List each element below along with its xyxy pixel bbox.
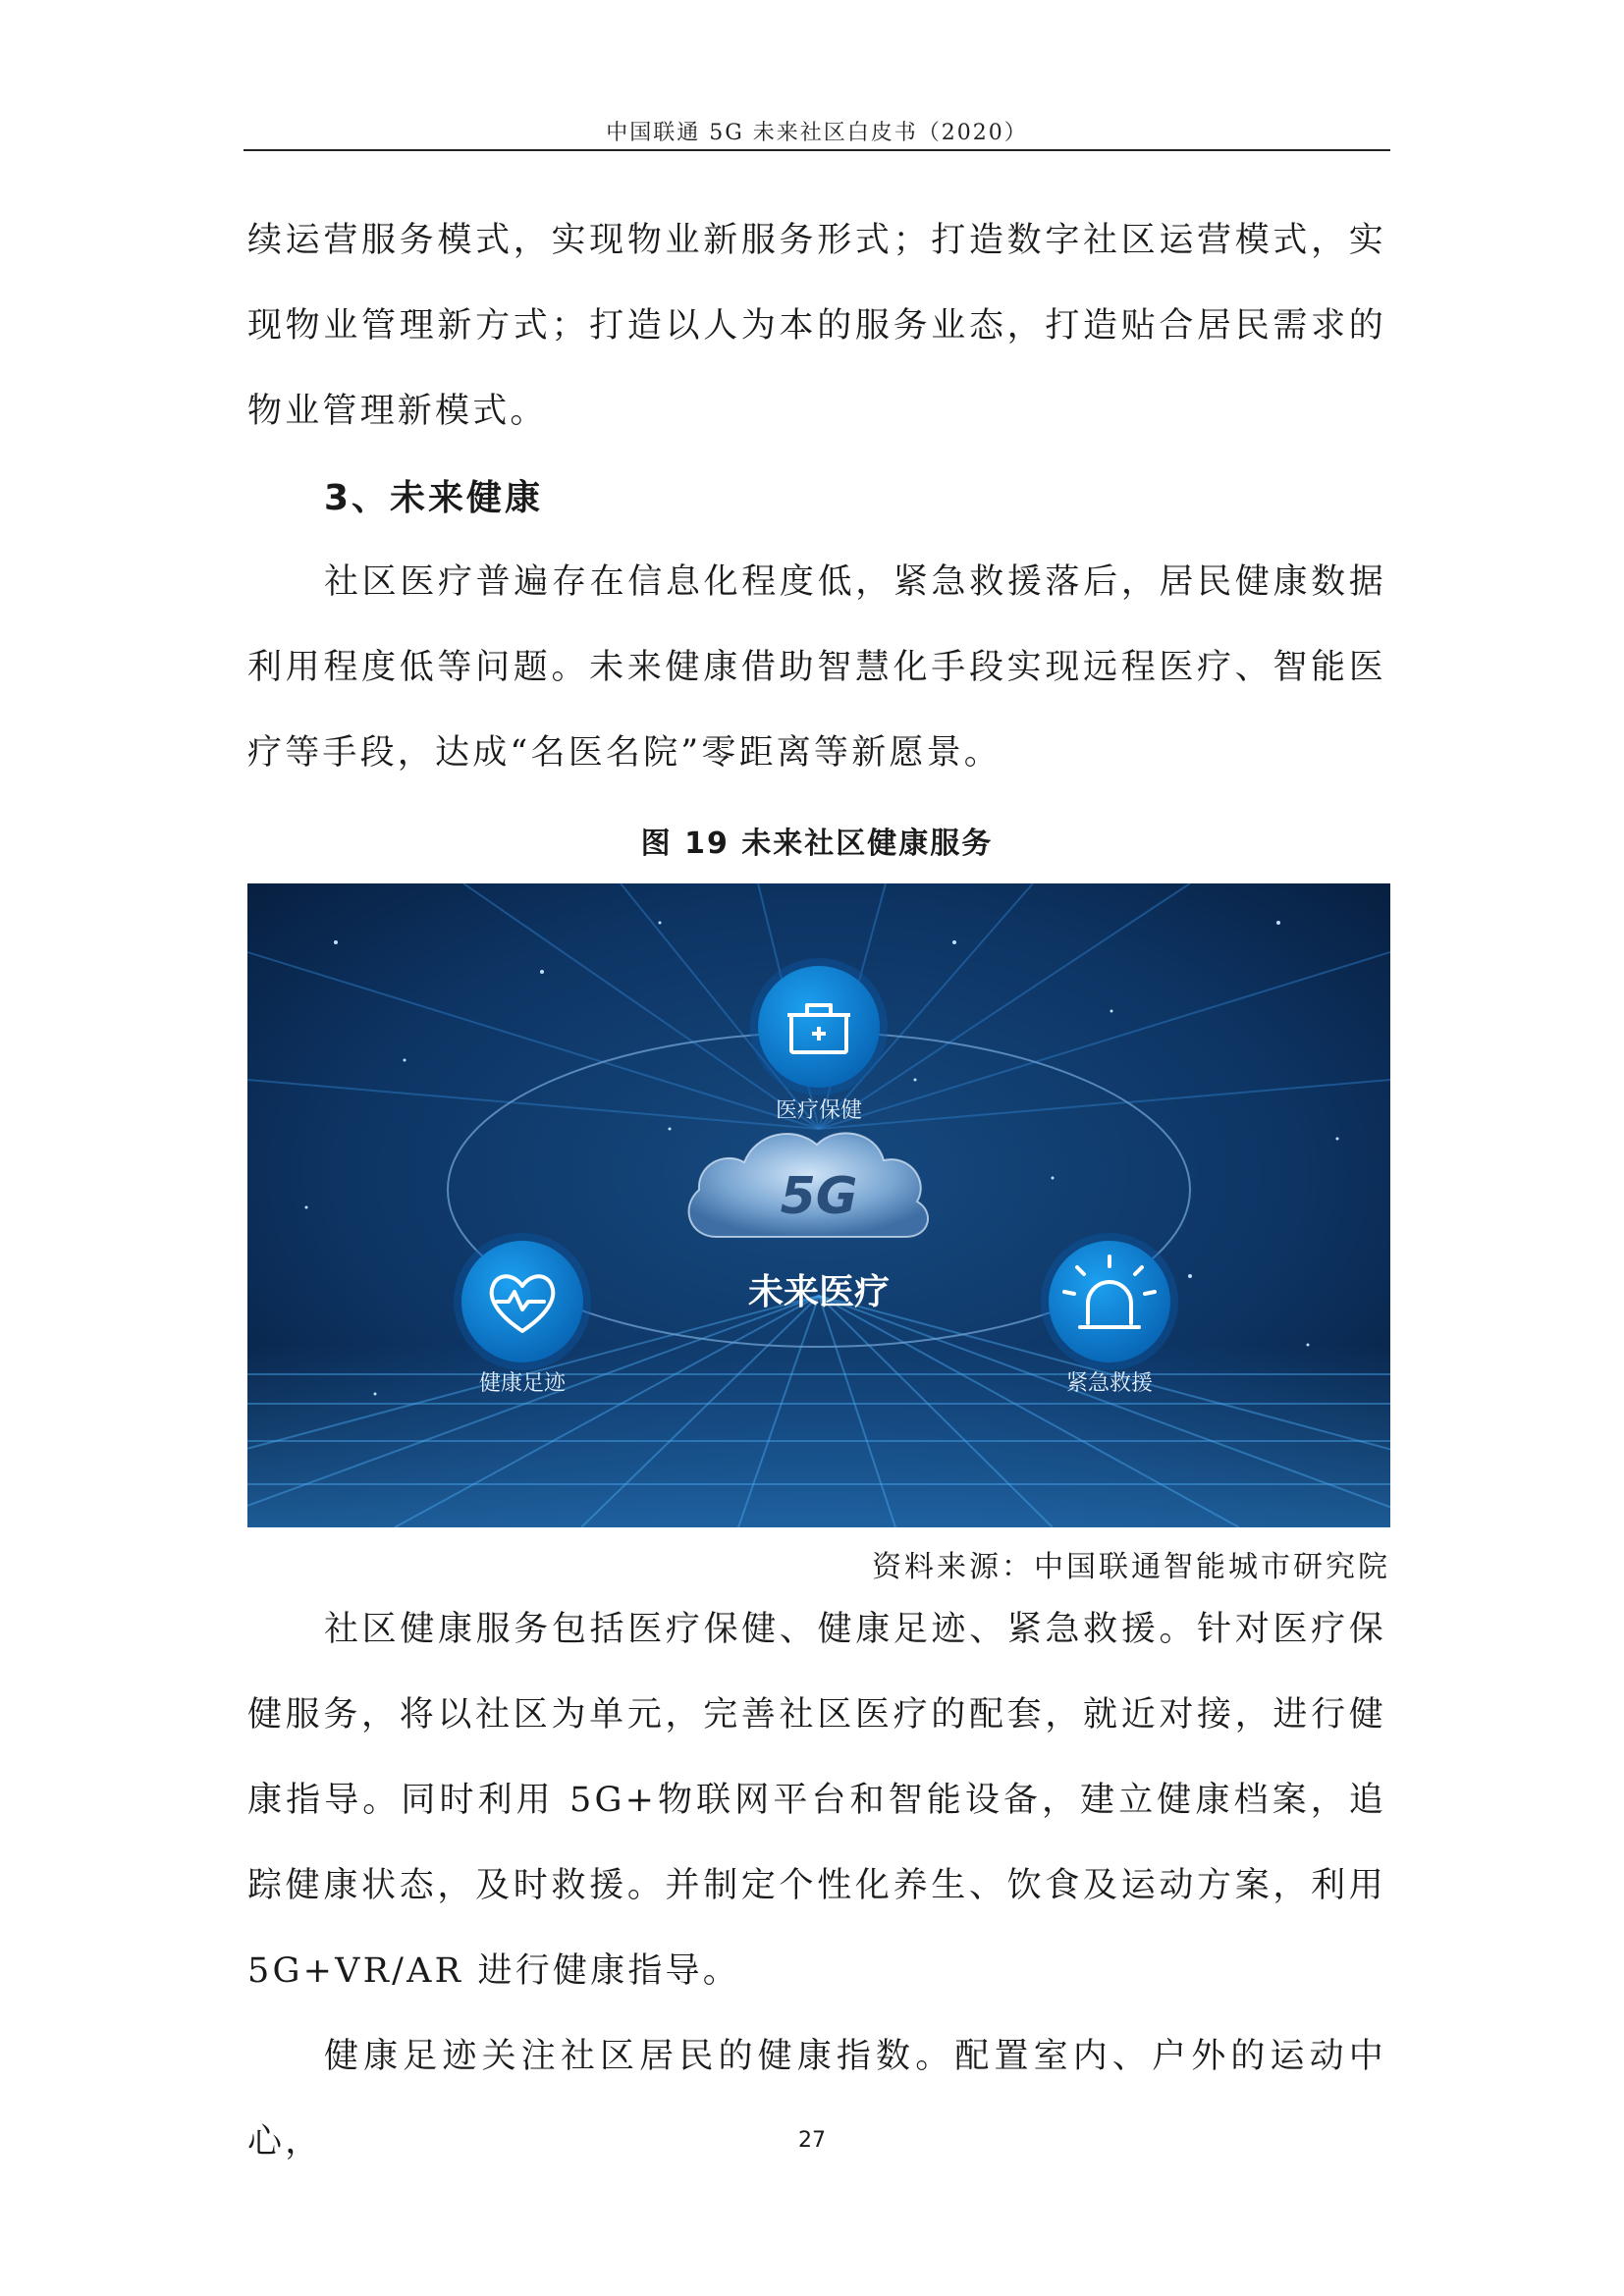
center-badge-5g: 5G (780, 1167, 858, 1226)
intro-paragraph: 续运营服务模式，实现物业新服务形式；打造数字社区运营模式，实现物业管理新方式；打造以人为本的服务业态，打造贴合居民需求的物业管理新模式。 (247, 221, 1386, 431)
header-rule (244, 149, 1390, 151)
body-paragraph-1: 社区健康服务包括医疗保健、健康足迹、紧急救援。针对医疗保健服务，将以社区为单元，完善社区医疗的配套，就近对接，进行健康指导。同时利用 5G+物联网平台和智能设备，建立健康档案，追踪健康状态，及时救援。并制定个性化养生、饮食及运动方案，利用 5G+VR/AR 进行健康指导。 (247, 1610, 1386, 1991)
center-label: 未来医疗 (747, 1272, 891, 1312)
section-paragraph: 社区医疗普遍存在信息化程度低，紧急救援落后，居民健康数据利用程度低等问题。未来健康借助智慧化手段实现远程医疗、智能医疗等手段，达成“名医名院”零距离等新愿景。 (247, 562, 1386, 773)
figure-caption: 图 19 未来社区健康服务 (640, 827, 994, 861)
node-label-medical-care: 医疗保健 (775, 1098, 863, 1123)
section-title: 3、未来健康 (324, 478, 544, 518)
figure-health-services (247, 883, 1390, 1527)
body-paragraph-2: 健康足迹关注社区居民的健康指数。配置室内、户外的运动中心， (247, 2037, 1386, 2162)
figure-illustration (247, 883, 1390, 1527)
node-label-emergency-rescue: 紧急救援 (1065, 1371, 1154, 1396)
page-number: 27 (798, 2128, 826, 2153)
figure-source: 资料来源：中国联通智能城市研究院 (872, 1550, 1390, 1584)
node-label-health-footprint: 健康足迹 (478, 1371, 567, 1396)
running-header: 中国联通 5G 未来社区白皮书（2020） (606, 121, 1028, 145)
